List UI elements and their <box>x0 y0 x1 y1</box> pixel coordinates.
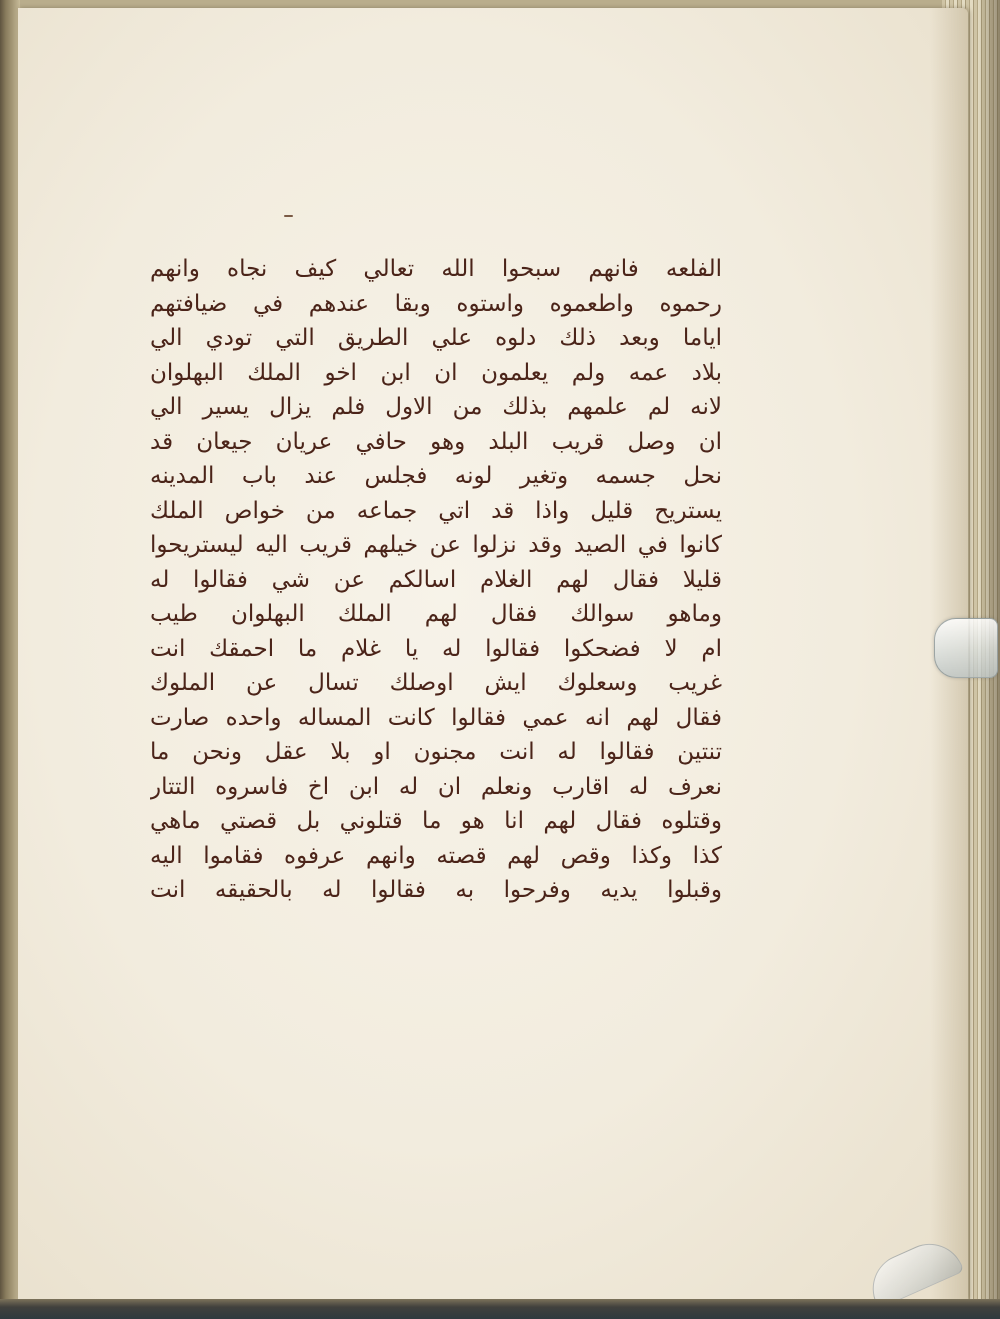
text-line: بلاد عمه ولم يعلمون ان ابن اخو الملك البهلوان <box>150 359 722 386</box>
handwritten-text-block <box>150 252 722 908</box>
text-line: فقال لهم انه عمي فقالوا كانت المساله واحده صارت <box>150 704 722 731</box>
text-line: تنتين فقالوا له انت مجنون او بلا عقل ونحن ما <box>150 739 722 765</box>
text-line: اياما وبعد ذلك دلوه علي الطريق التي تودي الي <box>150 325 722 351</box>
text-line: رحموه واطعموه واستوه وبقا عندهم في ضيافتهم <box>150 290 722 317</box>
text-line: وقتلوه فقال لهم انا هو ما قتلوني بل قصتي ماهي <box>150 808 722 834</box>
text-line: لانه لم علمهم بذلك من الاول فلم يزال يسير الي <box>150 394 722 420</box>
book-binding-left <box>0 0 20 1319</box>
text-line: نحل جسمه وتغير لونه فجلس عند باب المدينه <box>150 463 722 489</box>
text-line: ام لا فضحكوا فقالوا له يا غلام ما احمقك انت <box>150 635 722 662</box>
plastic-clip-side <box>934 618 998 678</box>
ink-speck <box>284 215 293 217</box>
text-line: وقبلوا يديه وفرحوا به فقالوا له بالحقيقه انت <box>150 877 722 903</box>
text-line: ان وصل قريب البلد وهو حافي عريان جيعان قد <box>150 428 722 455</box>
text-line: قليلا فقال لهم الغلام اسالكم عن شي فقالوا له <box>150 566 722 593</box>
book-binding-bottom <box>0 1299 1000 1319</box>
text-line: كانوا في الصيد وقد نزلوا عن خيلهم قريب اليه ليستريحوا <box>150 532 722 558</box>
text-line: الفلعه فانهم سبحوا الله تعالي كيف نجاه وانهم <box>150 256 722 282</box>
text-line: وماهو سوالك فقال لهم الملك البهلوان طيب <box>150 601 722 627</box>
text-line: كذا وكذا وقص لهم قصته وانهم عرفوه فقاموا اليه <box>150 842 722 869</box>
text-line: يستريح قليل واذا قد اتي جماعه من خواص الملك <box>150 497 722 524</box>
text-line: نعرف له اقارب ونعلم ان له ابن اخ فاسروه التتار <box>150 773 722 800</box>
text-line: غريب وسعلوك ايش اوصلك تسال عن الملوك <box>150 670 722 696</box>
